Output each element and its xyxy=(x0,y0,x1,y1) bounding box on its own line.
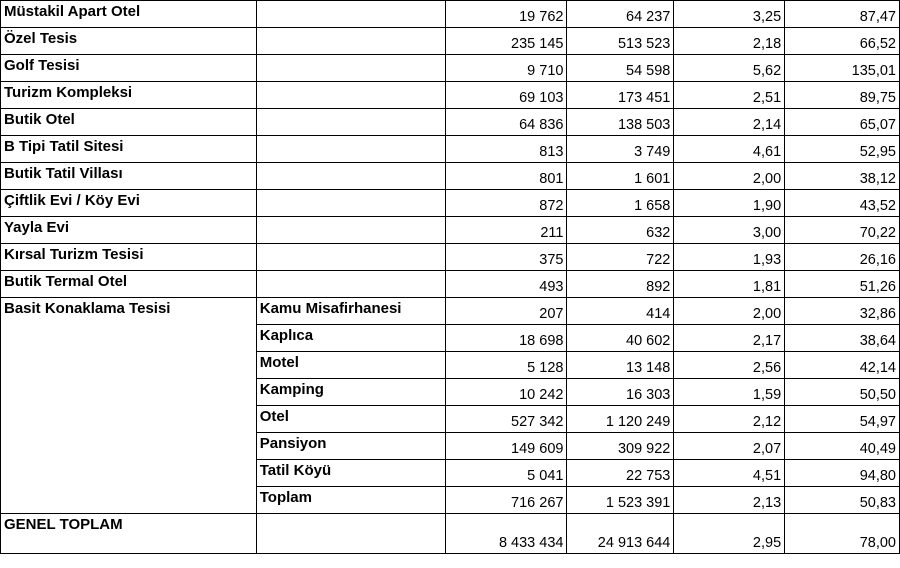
row-value-1-cell: 872 xyxy=(445,190,567,217)
row-subcategory-cell xyxy=(256,217,445,244)
row-subcategory-cell xyxy=(256,514,445,554)
row-value-2-cell: 173 451 xyxy=(567,82,674,109)
row-value-4-cell: 135,01 xyxy=(785,55,900,82)
row-value-4-cell: 54,97 xyxy=(785,406,900,433)
row-value-4-cell: 38,12 xyxy=(785,163,900,190)
row-value-2-cell: 24 913 644 xyxy=(567,514,674,554)
row-value-3-cell: 2,14 xyxy=(674,109,785,136)
table-row xyxy=(1,487,900,514)
row-value-2-cell: 13 148 xyxy=(567,352,674,379)
row-subcategory-cell: Otel xyxy=(256,406,445,433)
row-category-cell: Çiftlik Evi / Köy Evi xyxy=(1,190,257,217)
row-subcategory-cell xyxy=(256,82,445,109)
row-value-4-cell: 42,14 xyxy=(785,352,900,379)
row-value-4-cell: 70,22 xyxy=(785,217,900,244)
row-subcategory-cell: Motel xyxy=(256,352,445,379)
row-subcategory-cell xyxy=(256,28,445,55)
row-value-3-cell: 2,51 xyxy=(674,82,785,109)
table-row xyxy=(1,1,900,28)
row-value-1-cell: 9 710 xyxy=(445,55,567,82)
row-value-2-cell: 1 120 249 xyxy=(567,406,674,433)
table-row xyxy=(1,163,900,190)
row-value-1-cell: 235 145 xyxy=(445,28,567,55)
row-value-2-cell: 40 602 xyxy=(567,325,674,352)
row-value-3-cell: 2,13 xyxy=(674,487,785,514)
row-value-1-cell: 18 698 xyxy=(445,325,567,352)
row-subcategory-cell: Tatil Köyü xyxy=(256,460,445,487)
table-row xyxy=(1,298,900,325)
row-value-1-cell: 69 103 xyxy=(445,82,567,109)
row-subcategory-cell: Kamu Misafirhanesi xyxy=(256,298,445,325)
row-value-1-cell: 149 609 xyxy=(445,433,567,460)
row-value-3-cell: 1,59 xyxy=(674,379,785,406)
row-value-2-cell: 892 xyxy=(567,271,674,298)
row-value-3-cell: 3,00 xyxy=(674,217,785,244)
row-value-1-cell: 19 762 xyxy=(445,1,567,28)
row-subcategory-cell xyxy=(256,163,445,190)
table-row xyxy=(1,460,900,487)
row-value-3-cell: 4,51 xyxy=(674,460,785,487)
row-category-cell xyxy=(1,406,257,433)
row-value-3-cell: 2,07 xyxy=(674,433,785,460)
table-row xyxy=(1,433,900,460)
table-row xyxy=(1,136,900,163)
row-value-2-cell: 22 753 xyxy=(567,460,674,487)
table-row xyxy=(1,379,900,406)
row-value-1-cell: 10 242 xyxy=(445,379,567,406)
row-value-2-cell: 3 749 xyxy=(567,136,674,163)
row-value-3-cell: 1,93 xyxy=(674,244,785,271)
row-category-cell xyxy=(1,379,257,406)
table-row xyxy=(1,244,900,271)
row-value-3-cell: 2,00 xyxy=(674,298,785,325)
row-subcategory-cell: Toplam xyxy=(256,487,445,514)
row-category-cell: B Tipi Tatil Sitesi xyxy=(1,136,257,163)
row-value-2-cell: 414 xyxy=(567,298,674,325)
row-category-cell: Golf Tesisi xyxy=(1,55,257,82)
row-value-1-cell: 716 267 xyxy=(445,487,567,514)
row-value-3-cell: 2,12 xyxy=(674,406,785,433)
row-value-4-cell: 38,64 xyxy=(785,325,900,352)
row-value-1-cell: 813 xyxy=(445,136,567,163)
table-row xyxy=(1,271,900,298)
row-value-4-cell: 78,00 xyxy=(785,514,900,554)
row-value-2-cell: 722 xyxy=(567,244,674,271)
row-value-2-cell: 64 237 xyxy=(567,1,674,28)
row-value-3-cell: 1,90 xyxy=(674,190,785,217)
row-value-4-cell: 52,95 xyxy=(785,136,900,163)
table-row xyxy=(1,82,900,109)
row-category-cell: Kırsal Turizm Tesisi xyxy=(1,244,257,271)
row-value-3-cell: 5,62 xyxy=(674,55,785,82)
row-category-cell: Turizm Kompleksi xyxy=(1,82,257,109)
row-value-3-cell: 2,56 xyxy=(674,352,785,379)
row-value-4-cell: 94,80 xyxy=(785,460,900,487)
row-value-4-cell: 40,49 xyxy=(785,433,900,460)
row-value-1-cell: 527 342 xyxy=(445,406,567,433)
row-category-cell: Butik Termal Otel xyxy=(1,271,257,298)
row-value-1-cell: 207 xyxy=(445,298,567,325)
row-category-cell xyxy=(1,352,257,379)
row-value-4-cell: 50,83 xyxy=(785,487,900,514)
row-subcategory-cell: Kamping xyxy=(256,379,445,406)
row-subcategory-cell xyxy=(256,1,445,28)
row-category-cell xyxy=(1,460,257,487)
row-value-1-cell: 5 041 xyxy=(445,460,567,487)
row-category-cell xyxy=(1,487,257,514)
row-category-cell xyxy=(1,433,257,460)
row-value-3-cell: 1,81 xyxy=(674,271,785,298)
row-value-2-cell: 632 xyxy=(567,217,674,244)
row-category-cell: Basit Konaklama Tesisi xyxy=(1,298,257,325)
row-category-cell: Butik Tatil Villası xyxy=(1,163,257,190)
row-value-3-cell: 4,61 xyxy=(674,136,785,163)
row-subcategory-cell xyxy=(256,244,445,271)
row-value-4-cell: 26,16 xyxy=(785,244,900,271)
row-value-3-cell: 3,25 xyxy=(674,1,785,28)
row-value-4-cell: 65,07 xyxy=(785,109,900,136)
row-subcategory-cell xyxy=(256,55,445,82)
row-value-2-cell: 1 658 xyxy=(567,190,674,217)
row-value-2-cell: 1 601 xyxy=(567,163,674,190)
row-subcategory-cell: Pansiyon xyxy=(256,433,445,460)
row-value-2-cell: 16 303 xyxy=(567,379,674,406)
row-category-cell: Özel Tesis xyxy=(1,28,257,55)
row-value-3-cell: 2,95 xyxy=(674,514,785,554)
table-row xyxy=(1,352,900,379)
row-value-4-cell: 87,47 xyxy=(785,1,900,28)
row-subcategory-cell xyxy=(256,136,445,163)
row-value-1-cell: 801 xyxy=(445,163,567,190)
row-subcategory-cell xyxy=(256,190,445,217)
table-row xyxy=(1,406,900,433)
row-value-3-cell: 2,18 xyxy=(674,28,785,55)
row-value-2-cell: 309 922 xyxy=(567,433,674,460)
row-value-1-cell: 211 xyxy=(445,217,567,244)
row-value-2-cell: 1 523 391 xyxy=(567,487,674,514)
row-subcategory-cell xyxy=(256,109,445,136)
row-category-cell: Yayla Evi xyxy=(1,217,257,244)
row-subcategory-cell xyxy=(256,271,445,298)
table-row xyxy=(1,325,900,352)
row-value-4-cell: 66,52 xyxy=(785,28,900,55)
row-category-cell: Müstakil Apart Otel xyxy=(1,1,257,28)
row-category-cell: GENEL TOPLAM xyxy=(1,514,257,554)
row-value-1-cell: 64 836 xyxy=(445,109,567,136)
table-row xyxy=(1,514,900,554)
row-value-4-cell: 50,50 xyxy=(785,379,900,406)
table-row xyxy=(1,109,900,136)
table-row xyxy=(1,190,900,217)
row-value-1-cell: 375 xyxy=(445,244,567,271)
row-value-1-cell: 5 128 xyxy=(445,352,567,379)
row-category-cell: Butik Otel xyxy=(1,109,257,136)
row-value-2-cell: 513 523 xyxy=(567,28,674,55)
table-body xyxy=(1,1,900,554)
row-value-4-cell: 89,75 xyxy=(785,82,900,109)
row-value-2-cell: 54 598 xyxy=(567,55,674,82)
table-row xyxy=(1,217,900,244)
row-value-3-cell: 2,00 xyxy=(674,163,785,190)
table-row xyxy=(1,28,900,55)
row-value-4-cell: 51,26 xyxy=(785,271,900,298)
table-row xyxy=(1,55,900,82)
row-value-1-cell: 493 xyxy=(445,271,567,298)
row-value-4-cell: 32,86 xyxy=(785,298,900,325)
row-value-3-cell: 2,17 xyxy=(674,325,785,352)
row-value-4-cell: 43,52 xyxy=(785,190,900,217)
row-value-2-cell: 138 503 xyxy=(567,109,674,136)
row-subcategory-cell: Kaplıca xyxy=(256,325,445,352)
row-category-cell xyxy=(1,325,257,352)
row-value-1-cell: 8 433 434 xyxy=(445,514,567,554)
